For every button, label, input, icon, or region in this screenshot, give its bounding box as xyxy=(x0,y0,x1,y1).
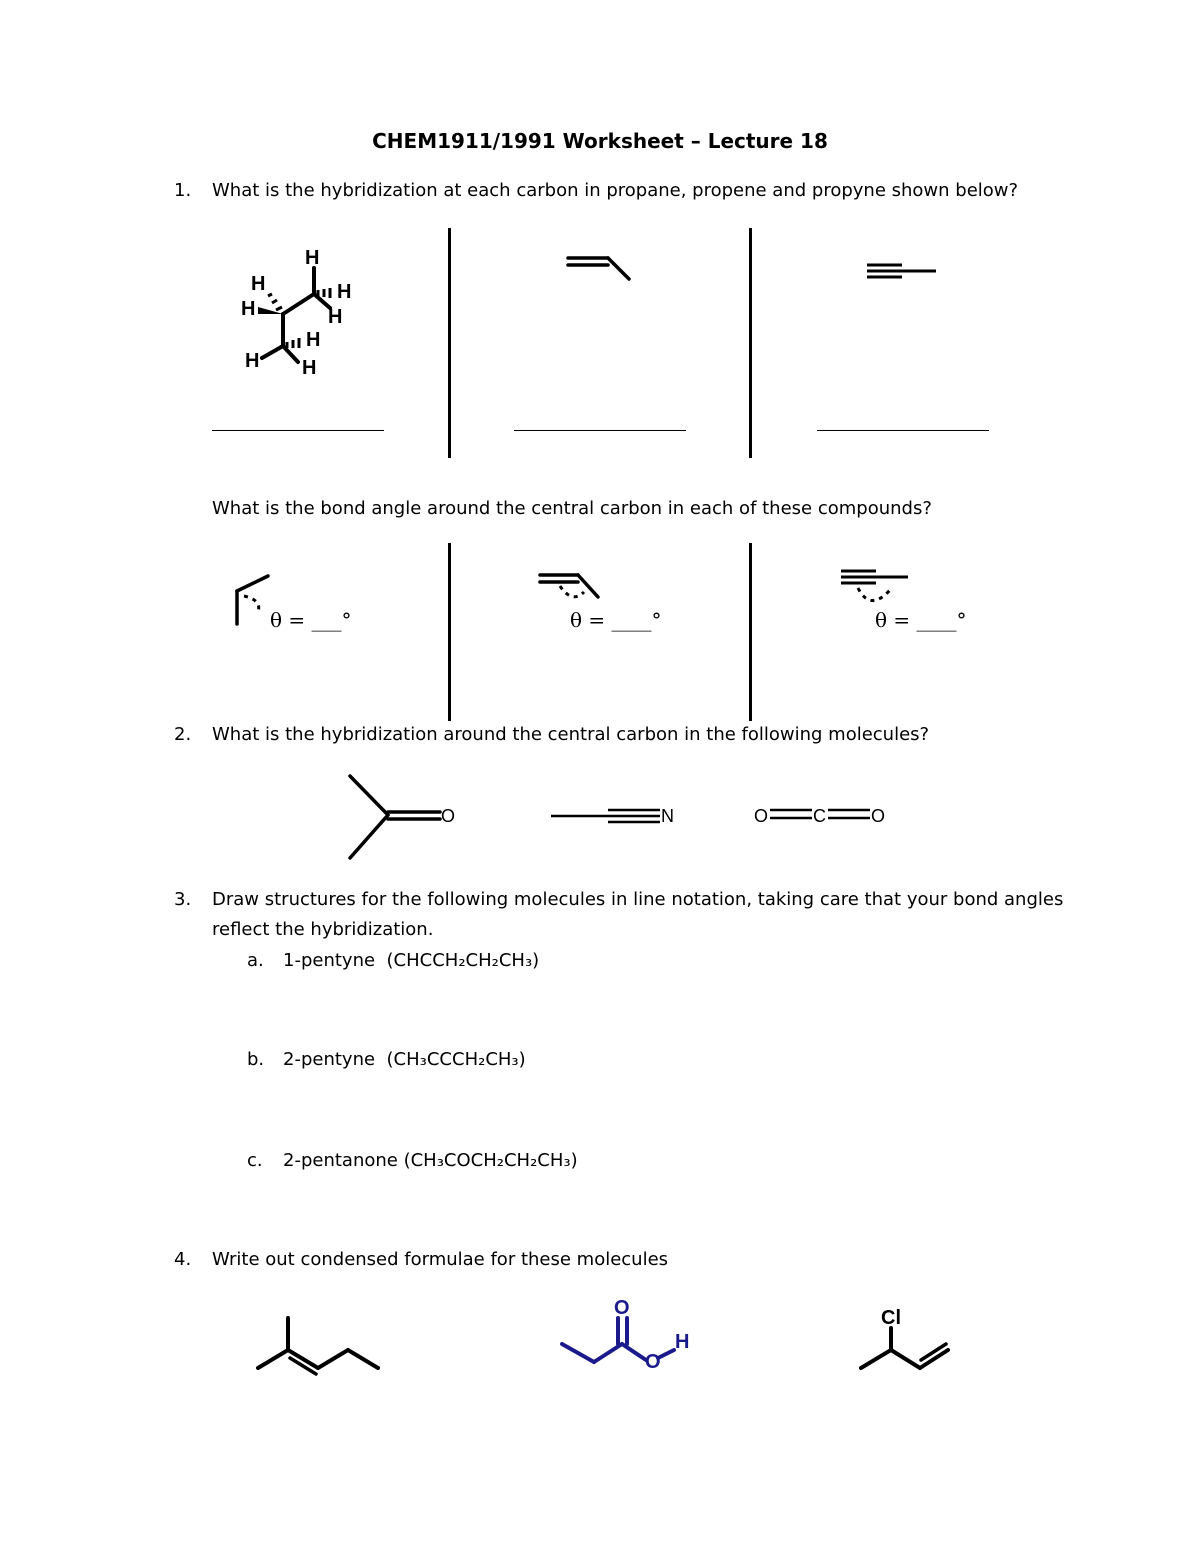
degree-symbol: ° xyxy=(651,608,662,632)
compound-formula: (CHCCH₂CH₂CH₃) xyxy=(386,950,540,971)
atom-label: H xyxy=(241,298,256,320)
atom-label: H xyxy=(675,1331,690,1353)
atom-label: O xyxy=(871,806,886,826)
theta-symbol: θ xyxy=(570,608,583,632)
equals-sign: = xyxy=(288,608,306,632)
atom-label: H xyxy=(245,350,260,372)
compound-name: 1-pentyne xyxy=(283,950,376,971)
theta-symbol: θ xyxy=(270,608,283,632)
q2-text: What is the hybridization around the central carbon in the following molecules? xyxy=(212,724,930,745)
q3-item-c-letter: c. xyxy=(247,1150,263,1171)
atom-label: H xyxy=(337,281,352,303)
equals-sign: = xyxy=(588,608,606,632)
q3-item-a-letter: a. xyxy=(247,950,264,971)
q3-text-line2: reflect the hybridization. xyxy=(212,919,434,940)
q2-number: 2. xyxy=(174,724,192,745)
atom-label: N xyxy=(661,806,674,826)
page-title: CHEM1911/1991 Worksheet – Lecture 18 xyxy=(372,129,828,153)
atom-label: H xyxy=(305,247,320,269)
degree-symbol: ° xyxy=(341,608,352,632)
q1-text: What is the hybridization at each carbon in propane, propene and propyne shown below? xyxy=(212,180,1019,201)
atom-label: Cl xyxy=(881,1307,901,1329)
answer-blank[interactable]: ____ xyxy=(611,608,652,632)
compound-formula: (CH₃COCH₂CH₂CH₃) xyxy=(403,1150,578,1171)
atom-label: H xyxy=(306,329,321,351)
q3-number: 3. xyxy=(174,889,192,910)
atom-label: H xyxy=(251,273,266,295)
atom-label: O xyxy=(614,1297,630,1319)
q1-number: 1. xyxy=(174,180,192,201)
compound-name: 2-pentanone xyxy=(283,1150,398,1171)
atom-label: C xyxy=(813,806,826,826)
compound-formula: (CH₃CCCH₂CH₃) xyxy=(386,1049,526,1070)
q3-item-b-letter: b. xyxy=(247,1049,265,1070)
atom-label: O xyxy=(645,1351,661,1373)
answer-blank[interactable]: ___ xyxy=(311,608,342,632)
atom-label: O xyxy=(441,806,456,826)
angle-question: What is the bond angle around the central carbon in each of these compounds? xyxy=(212,498,932,519)
degree-symbol: ° xyxy=(956,608,967,632)
theta-symbol: θ xyxy=(875,608,888,632)
atom-label: O xyxy=(754,806,769,826)
compound-name: 2-pentyne xyxy=(283,1049,376,1070)
atom-label: H xyxy=(302,357,317,379)
q4-text: Write out condensed formulae for these molecules xyxy=(212,1249,669,1270)
q4-number: 4. xyxy=(174,1249,192,1270)
equals-sign: = xyxy=(893,608,911,632)
atom-label: H xyxy=(328,306,343,328)
q3-text-line1: Draw structures for the following molecules in line notation, taking care that your bond angles xyxy=(212,889,1064,910)
answer-blank[interactable]: ____ xyxy=(916,608,957,632)
